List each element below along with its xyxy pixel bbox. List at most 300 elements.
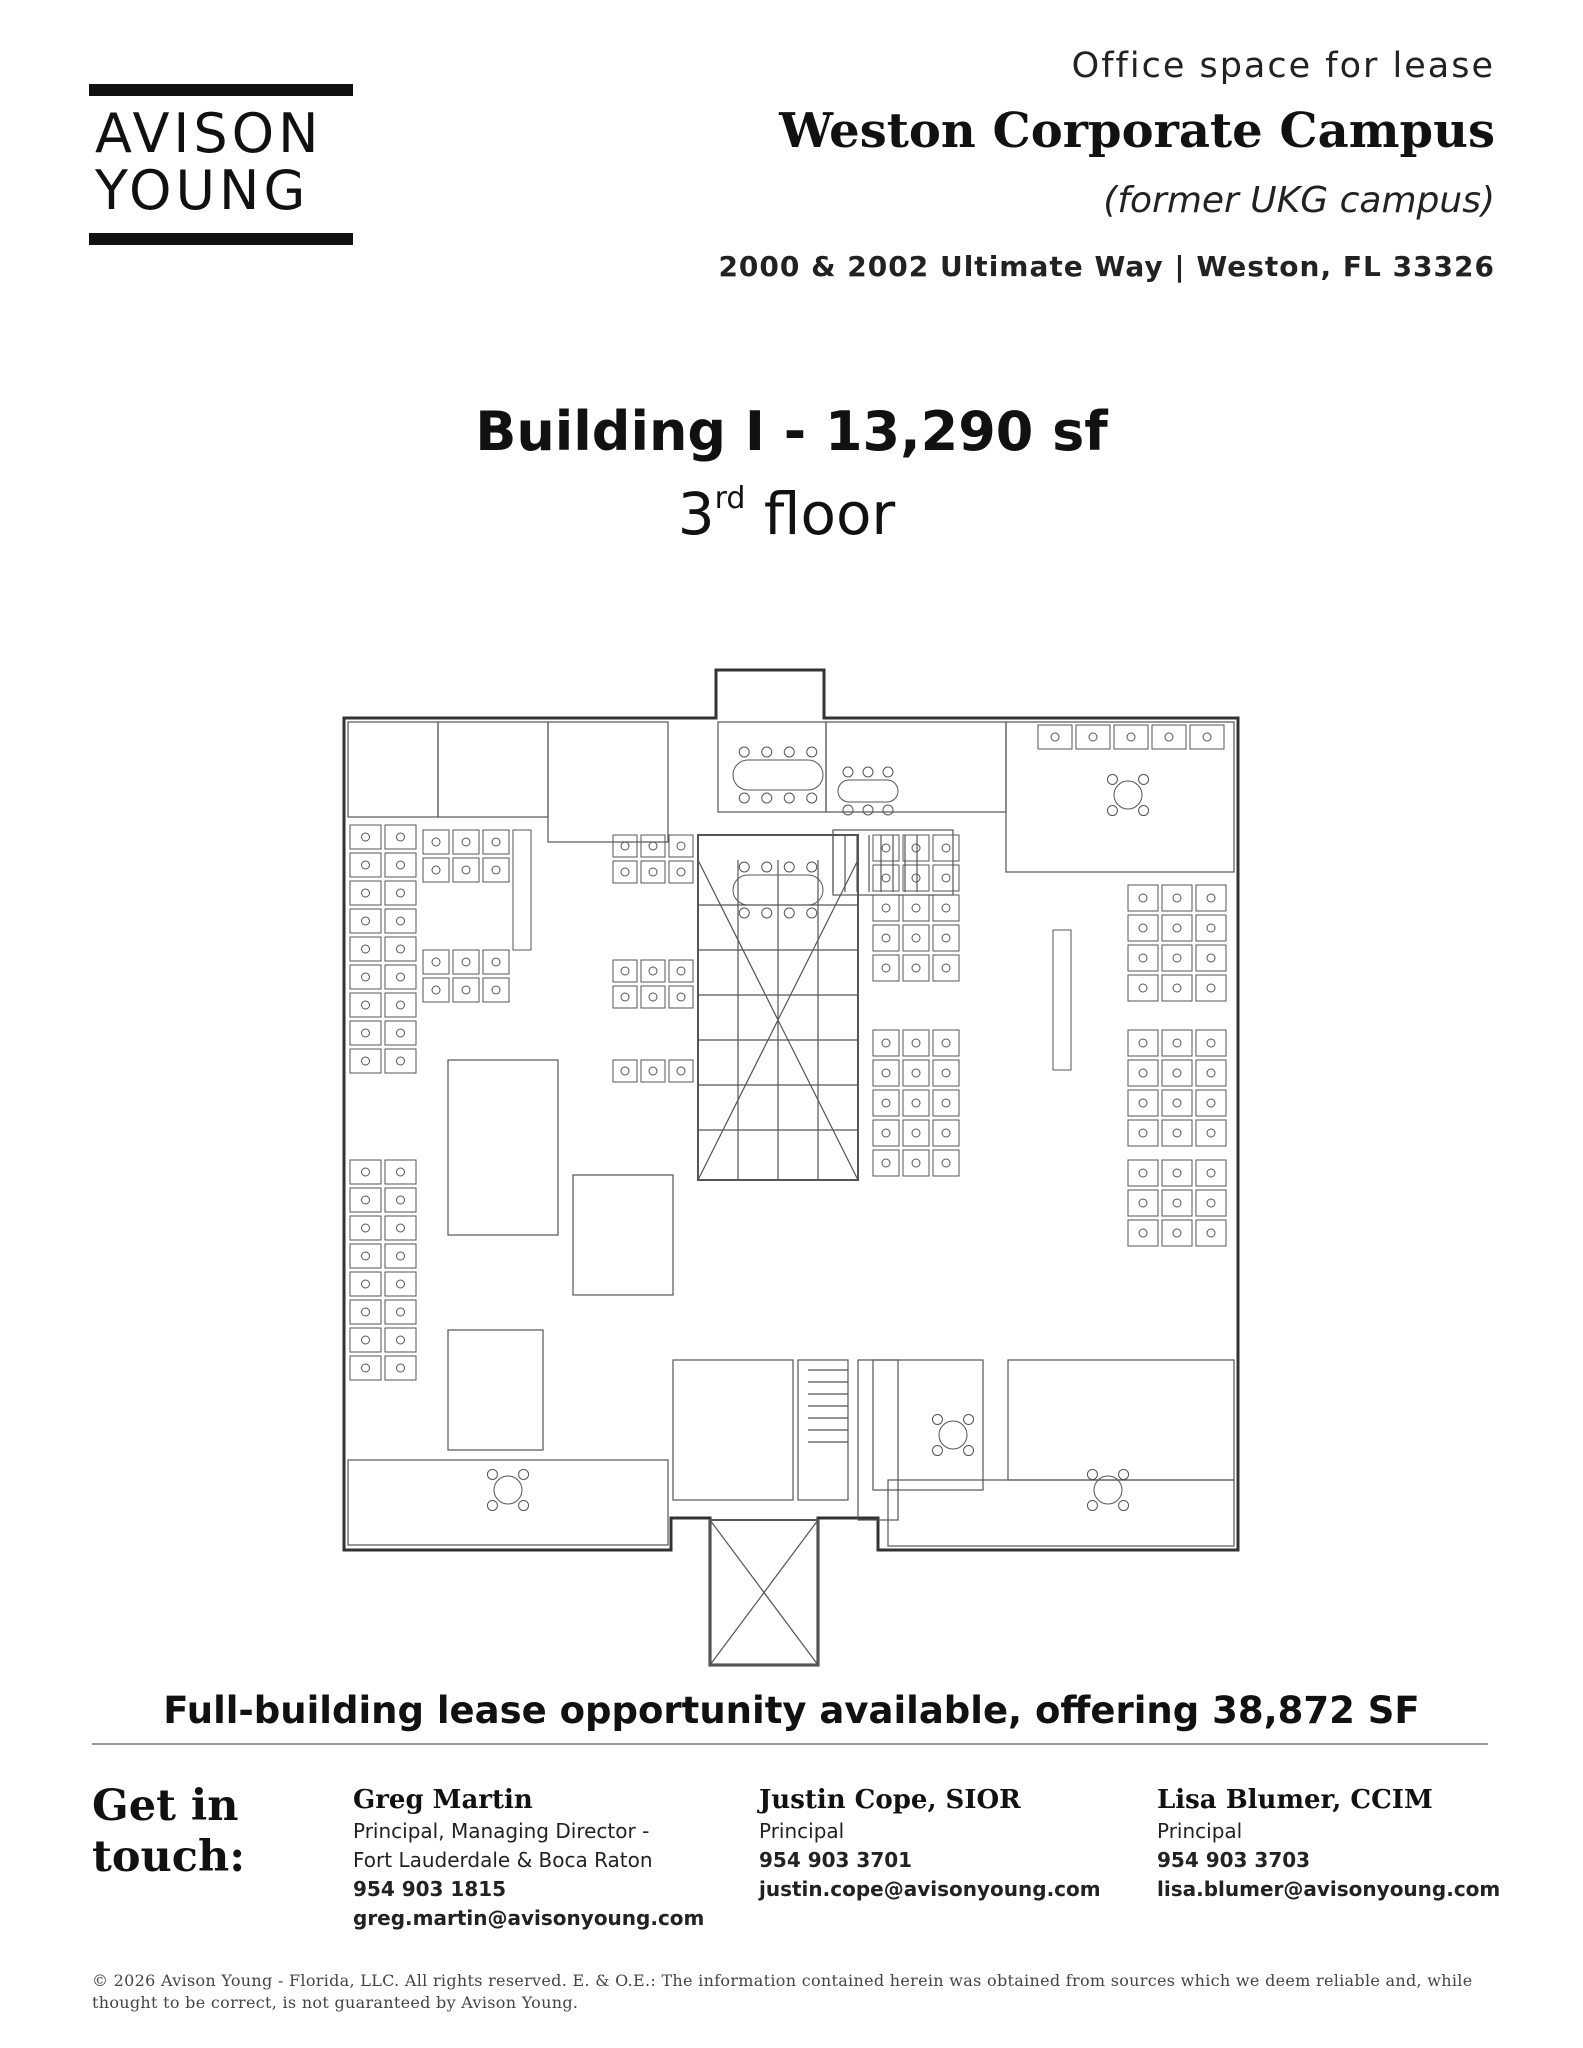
chair bbox=[1139, 1229, 1147, 1237]
workstation bbox=[1162, 945, 1192, 971]
workstation bbox=[483, 858, 509, 882]
workstation bbox=[385, 1272, 416, 1296]
chair bbox=[1127, 733, 1135, 741]
room-outline bbox=[673, 1360, 793, 1500]
chair bbox=[677, 868, 685, 876]
workstation bbox=[1196, 1060, 1226, 1086]
workstation bbox=[933, 835, 959, 861]
chair bbox=[649, 993, 657, 1001]
workstation bbox=[423, 950, 449, 974]
workstation bbox=[1162, 1060, 1192, 1086]
room-outline bbox=[1006, 722, 1234, 872]
workstation bbox=[483, 950, 509, 974]
legal-disclaimer bbox=[92, 1970, 1502, 2014]
workstation bbox=[613, 986, 637, 1008]
chair bbox=[1207, 984, 1215, 992]
chair bbox=[1119, 1469, 1129, 1479]
workstation bbox=[1162, 1030, 1192, 1056]
workstation bbox=[1162, 1160, 1192, 1186]
workstation bbox=[385, 853, 416, 877]
chair bbox=[362, 1168, 370, 1176]
workstation bbox=[423, 830, 449, 854]
conference-table bbox=[838, 780, 898, 802]
workstation bbox=[350, 1356, 381, 1380]
workstation bbox=[1128, 1160, 1158, 1186]
workstation bbox=[385, 909, 416, 933]
workstation bbox=[385, 1188, 416, 1212]
chair bbox=[397, 889, 405, 897]
workstation bbox=[385, 1049, 416, 1073]
chair bbox=[397, 1336, 405, 1344]
plan-walls bbox=[344, 670, 1238, 1665]
logo-bottom-bar bbox=[89, 233, 353, 245]
room-outline bbox=[548, 722, 668, 842]
chair bbox=[912, 1099, 920, 1107]
chair bbox=[807, 793, 817, 803]
chair bbox=[863, 767, 873, 777]
chair bbox=[942, 1159, 950, 1167]
workstation bbox=[873, 1060, 899, 1086]
chair bbox=[362, 1308, 370, 1316]
chair bbox=[649, 842, 657, 850]
chair bbox=[621, 967, 629, 975]
chair bbox=[932, 1446, 942, 1456]
workstation bbox=[903, 895, 929, 921]
chair bbox=[964, 1446, 974, 1456]
workstation bbox=[453, 978, 479, 1002]
contact-title: Principal, Managing Director - bbox=[353, 1819, 650, 1843]
workstation bbox=[1196, 1090, 1226, 1116]
workstation bbox=[1196, 1160, 1226, 1186]
avison-young-logo bbox=[89, 84, 353, 245]
chair bbox=[784, 908, 794, 918]
chair bbox=[362, 1001, 370, 1009]
chair bbox=[397, 1224, 405, 1232]
logo-line-2: YOUNG bbox=[95, 159, 310, 222]
chair bbox=[397, 1001, 405, 1009]
chair bbox=[397, 945, 405, 953]
chair bbox=[397, 917, 405, 925]
workstation bbox=[350, 1216, 381, 1240]
workstation bbox=[933, 1150, 959, 1176]
room-outline bbox=[1008, 1360, 1234, 1480]
workstation bbox=[1196, 1120, 1226, 1146]
chair bbox=[397, 833, 405, 841]
chair bbox=[1139, 1039, 1147, 1047]
chair bbox=[739, 908, 749, 918]
workstation bbox=[873, 865, 899, 891]
workstation bbox=[385, 1328, 416, 1352]
workstation bbox=[453, 830, 479, 854]
workstation bbox=[385, 965, 416, 989]
workstation bbox=[350, 1272, 381, 1296]
workstation bbox=[1196, 915, 1226, 941]
chair bbox=[863, 805, 873, 815]
workstation bbox=[385, 1216, 416, 1240]
chair bbox=[362, 973, 370, 981]
chair bbox=[397, 1308, 405, 1316]
workstation bbox=[350, 1021, 381, 1045]
chair bbox=[1173, 954, 1181, 962]
property-address: 2000 & 2002 Ultimate Way | Weston, FL 33326 bbox=[718, 250, 1495, 283]
contact-title: Principal bbox=[759, 1819, 845, 1843]
chair bbox=[1203, 733, 1211, 741]
workstation bbox=[873, 1030, 899, 1056]
workstation bbox=[1114, 725, 1148, 749]
workstation bbox=[903, 1090, 929, 1116]
chair bbox=[677, 993, 685, 1001]
chair bbox=[882, 874, 890, 882]
chair bbox=[942, 1099, 950, 1107]
chair bbox=[432, 986, 440, 994]
chair bbox=[397, 1280, 405, 1288]
workstation bbox=[669, 986, 693, 1008]
chair bbox=[1139, 1199, 1147, 1207]
workstation bbox=[933, 1030, 959, 1056]
chair bbox=[1173, 1169, 1181, 1177]
workstation bbox=[1162, 885, 1192, 911]
chair bbox=[807, 908, 817, 918]
chair bbox=[1089, 733, 1097, 741]
chair bbox=[882, 964, 890, 972]
chair bbox=[942, 934, 950, 942]
workstation bbox=[350, 937, 381, 961]
chair bbox=[942, 844, 950, 852]
chair bbox=[462, 838, 470, 846]
contact-phone[interactable]: 954 903 1815 bbox=[353, 1877, 507, 1901]
chair bbox=[1139, 924, 1147, 932]
workstation bbox=[350, 853, 381, 877]
workstation bbox=[1128, 1090, 1158, 1116]
workstation bbox=[873, 955, 899, 981]
plan-furniture bbox=[350, 725, 1226, 1511]
workstation bbox=[1162, 1120, 1192, 1146]
chair bbox=[492, 838, 500, 846]
contact-lisa-blumer bbox=[1157, 1783, 1500, 1904]
chair bbox=[932, 1414, 942, 1424]
room-outline bbox=[858, 1360, 898, 1520]
contact-name: Lisa Blumer, CCIM bbox=[1157, 1785, 1433, 1815]
workstation bbox=[1196, 1030, 1226, 1056]
workstation bbox=[423, 858, 449, 882]
chair bbox=[964, 1414, 974, 1424]
chair bbox=[362, 833, 370, 841]
chair bbox=[362, 1224, 370, 1232]
floor-word: floor bbox=[763, 480, 896, 548]
chair bbox=[882, 1099, 890, 1107]
chair bbox=[1139, 894, 1147, 902]
workstation bbox=[933, 1090, 959, 1116]
chair bbox=[519, 1469, 529, 1479]
bench-table bbox=[1053, 930, 1071, 1070]
workstation bbox=[350, 1160, 381, 1184]
contact-greg-martin bbox=[353, 1783, 704, 1933]
chair bbox=[432, 958, 440, 966]
workstation bbox=[385, 1160, 416, 1184]
chair bbox=[1173, 1199, 1181, 1207]
contact-email[interactable]: justin.cope@avisonyoung.com bbox=[759, 1877, 1101, 1901]
chair bbox=[882, 1159, 890, 1167]
workstation bbox=[350, 1049, 381, 1073]
workstation bbox=[1152, 725, 1186, 749]
chair bbox=[807, 747, 817, 757]
workstation bbox=[483, 978, 509, 1002]
contact-heading-line-1: Get in bbox=[92, 1781, 239, 1831]
contact-email[interactable]: greg.martin@avisonyoung.com bbox=[353, 1906, 705, 1930]
chair bbox=[1173, 1099, 1181, 1107]
chair bbox=[1173, 1129, 1181, 1137]
workstation bbox=[385, 1021, 416, 1045]
workstation bbox=[483, 830, 509, 854]
chair bbox=[882, 844, 890, 852]
workstation bbox=[423, 978, 449, 1002]
chair bbox=[1207, 1129, 1215, 1137]
workstation bbox=[873, 925, 899, 951]
chair bbox=[843, 767, 853, 777]
workstation bbox=[669, 1060, 693, 1082]
chair bbox=[397, 973, 405, 981]
workstation bbox=[641, 1060, 665, 1082]
chair bbox=[1165, 733, 1173, 741]
chair bbox=[621, 1067, 629, 1075]
workstation bbox=[350, 881, 381, 905]
outer-wall bbox=[344, 670, 1238, 1665]
chair bbox=[362, 945, 370, 953]
workstation bbox=[350, 1244, 381, 1268]
chair bbox=[1207, 894, 1215, 902]
chair bbox=[462, 958, 470, 966]
chair bbox=[649, 868, 657, 876]
workstation bbox=[933, 1120, 959, 1146]
workstation bbox=[350, 965, 381, 989]
chair bbox=[1173, 1039, 1181, 1047]
workstation bbox=[1128, 915, 1158, 941]
chair bbox=[397, 1057, 405, 1065]
chair bbox=[912, 934, 920, 942]
chair bbox=[1139, 1069, 1147, 1077]
workstation bbox=[453, 950, 479, 974]
contact-phone[interactable]: 954 903 3701 bbox=[759, 1848, 913, 1872]
workstation bbox=[1196, 975, 1226, 1001]
chair bbox=[649, 967, 657, 975]
chair bbox=[762, 908, 772, 918]
workstation bbox=[1196, 1190, 1226, 1216]
workstation bbox=[1128, 975, 1158, 1001]
contact-heading bbox=[92, 1781, 245, 1883]
chair bbox=[912, 1069, 920, 1077]
room-outline bbox=[448, 1330, 543, 1450]
chair bbox=[1207, 924, 1215, 932]
chair bbox=[362, 1336, 370, 1344]
chair bbox=[1087, 1501, 1097, 1511]
workstation bbox=[903, 865, 929, 891]
workstation bbox=[933, 865, 959, 891]
chair bbox=[621, 993, 629, 1001]
logo-top-bar bbox=[89, 84, 353, 96]
workstation bbox=[385, 937, 416, 961]
building-name: Building I - 13,290 sf bbox=[475, 400, 1108, 463]
chair bbox=[807, 862, 817, 872]
chair bbox=[883, 767, 893, 777]
workstation bbox=[903, 1120, 929, 1146]
workstation bbox=[1196, 885, 1226, 911]
chair bbox=[677, 842, 685, 850]
chair bbox=[784, 793, 794, 803]
chair bbox=[942, 1069, 950, 1077]
chair bbox=[432, 866, 440, 874]
chair bbox=[1087, 1469, 1097, 1479]
chair bbox=[1207, 954, 1215, 962]
round-table bbox=[939, 1421, 967, 1449]
workstation bbox=[641, 835, 665, 857]
chair bbox=[739, 862, 749, 872]
chair bbox=[519, 1501, 529, 1511]
contact-justin-cope bbox=[759, 1783, 1101, 1904]
workstation bbox=[385, 825, 416, 849]
chair bbox=[362, 861, 370, 869]
chair bbox=[912, 844, 920, 852]
chair bbox=[1139, 984, 1147, 992]
chair bbox=[362, 1364, 370, 1372]
chair bbox=[362, 1280, 370, 1288]
workstation bbox=[903, 955, 929, 981]
workstation bbox=[385, 1244, 416, 1268]
workstation bbox=[1076, 725, 1110, 749]
conference-table bbox=[733, 760, 823, 790]
workstation bbox=[873, 1090, 899, 1116]
workstation bbox=[641, 861, 665, 883]
plan-rooms bbox=[348, 722, 1234, 1665]
room-outline bbox=[826, 722, 1006, 812]
chair bbox=[912, 904, 920, 912]
chair bbox=[1119, 1501, 1129, 1511]
chair bbox=[1173, 1229, 1181, 1237]
chair bbox=[462, 986, 470, 994]
chair bbox=[677, 967, 685, 975]
chair bbox=[362, 889, 370, 897]
chair bbox=[362, 1029, 370, 1037]
workstation bbox=[350, 1188, 381, 1212]
logo-line-1: AVISON bbox=[95, 102, 323, 165]
workstation bbox=[1128, 1190, 1158, 1216]
divider bbox=[92, 1743, 1488, 1745]
chair bbox=[882, 1039, 890, 1047]
chair bbox=[621, 842, 629, 850]
chair bbox=[739, 793, 749, 803]
floor-label bbox=[0, 480, 1578, 548]
chair bbox=[1207, 1069, 1215, 1077]
workstation bbox=[350, 993, 381, 1017]
chair bbox=[487, 1469, 497, 1479]
workstation bbox=[1162, 975, 1192, 1001]
chair bbox=[912, 874, 920, 882]
workstation bbox=[933, 895, 959, 921]
chair bbox=[432, 838, 440, 846]
workstation bbox=[1162, 915, 1192, 941]
workstation bbox=[873, 1120, 899, 1146]
chair bbox=[1051, 733, 1059, 741]
workstation bbox=[903, 1060, 929, 1086]
workstation bbox=[933, 955, 959, 981]
contact-name: Justin Cope, SIOR bbox=[759, 1785, 1021, 1815]
chair bbox=[942, 874, 950, 882]
chair bbox=[882, 1129, 890, 1137]
chair bbox=[1139, 954, 1147, 962]
chair bbox=[621, 868, 629, 876]
chair bbox=[397, 1029, 405, 1037]
workstation bbox=[350, 1300, 381, 1324]
chair bbox=[1173, 924, 1181, 932]
workstation bbox=[641, 960, 665, 982]
chair bbox=[762, 862, 772, 872]
legal-line-1: © 2026 Avison Young - Florida, LLC. All rights reserved. E. & O.E.: The information contained herein was obtained from sources which we deem reliable and, while bbox=[92, 1971, 1473, 1990]
workstation bbox=[669, 835, 693, 857]
chair bbox=[1173, 984, 1181, 992]
floor-suffix: rd bbox=[714, 481, 746, 516]
chair bbox=[882, 1069, 890, 1077]
workstation bbox=[1162, 1190, 1192, 1216]
chair bbox=[492, 986, 500, 994]
workstation bbox=[1190, 725, 1224, 749]
workstation bbox=[903, 925, 929, 951]
chair bbox=[362, 1196, 370, 1204]
chair bbox=[1139, 774, 1149, 784]
chair bbox=[1139, 1169, 1147, 1177]
workstation bbox=[903, 1150, 929, 1176]
workstation bbox=[903, 835, 929, 861]
contact-title-2: Fort Lauderdale & Boca Raton bbox=[353, 1848, 653, 1872]
chair bbox=[1207, 1199, 1215, 1207]
floor-number: 3 bbox=[677, 480, 715, 548]
chair bbox=[362, 917, 370, 925]
workstation bbox=[669, 960, 693, 982]
workstation bbox=[641, 986, 665, 1008]
chair bbox=[1107, 806, 1117, 816]
chair bbox=[397, 1252, 405, 1260]
room-outline bbox=[438, 722, 548, 817]
bench-table bbox=[513, 830, 531, 950]
chair bbox=[912, 1039, 920, 1047]
chair bbox=[362, 1252, 370, 1260]
contact-email[interactable]: lisa.blumer@avisonyoung.com bbox=[1157, 1877, 1501, 1901]
chair bbox=[1207, 1229, 1215, 1237]
chair bbox=[397, 1168, 405, 1176]
contact-phone[interactable]: 954 903 3703 bbox=[1157, 1848, 1311, 1872]
workstation bbox=[1196, 945, 1226, 971]
chair bbox=[784, 747, 794, 757]
workstation bbox=[350, 909, 381, 933]
chair bbox=[362, 1057, 370, 1065]
workstation bbox=[613, 861, 637, 883]
legal-line-2: thought to be correct, is not guaranteed by Avison Young. bbox=[92, 1993, 579, 2012]
chair bbox=[492, 958, 500, 966]
chair bbox=[1107, 774, 1117, 784]
workstation bbox=[873, 1150, 899, 1176]
chair bbox=[942, 904, 950, 912]
workstation bbox=[1162, 1090, 1192, 1116]
chair bbox=[942, 1129, 950, 1137]
round-table bbox=[494, 1476, 522, 1504]
workstation bbox=[873, 835, 899, 861]
chair bbox=[462, 866, 470, 874]
contact-name: Greg Martin bbox=[353, 1785, 533, 1815]
workstation bbox=[1128, 1120, 1158, 1146]
chair bbox=[739, 747, 749, 757]
workstation bbox=[873, 895, 899, 921]
chair bbox=[1139, 1129, 1147, 1137]
property-subtitle: (former UKG campus) bbox=[1103, 180, 1495, 221]
chair bbox=[1207, 1169, 1215, 1177]
